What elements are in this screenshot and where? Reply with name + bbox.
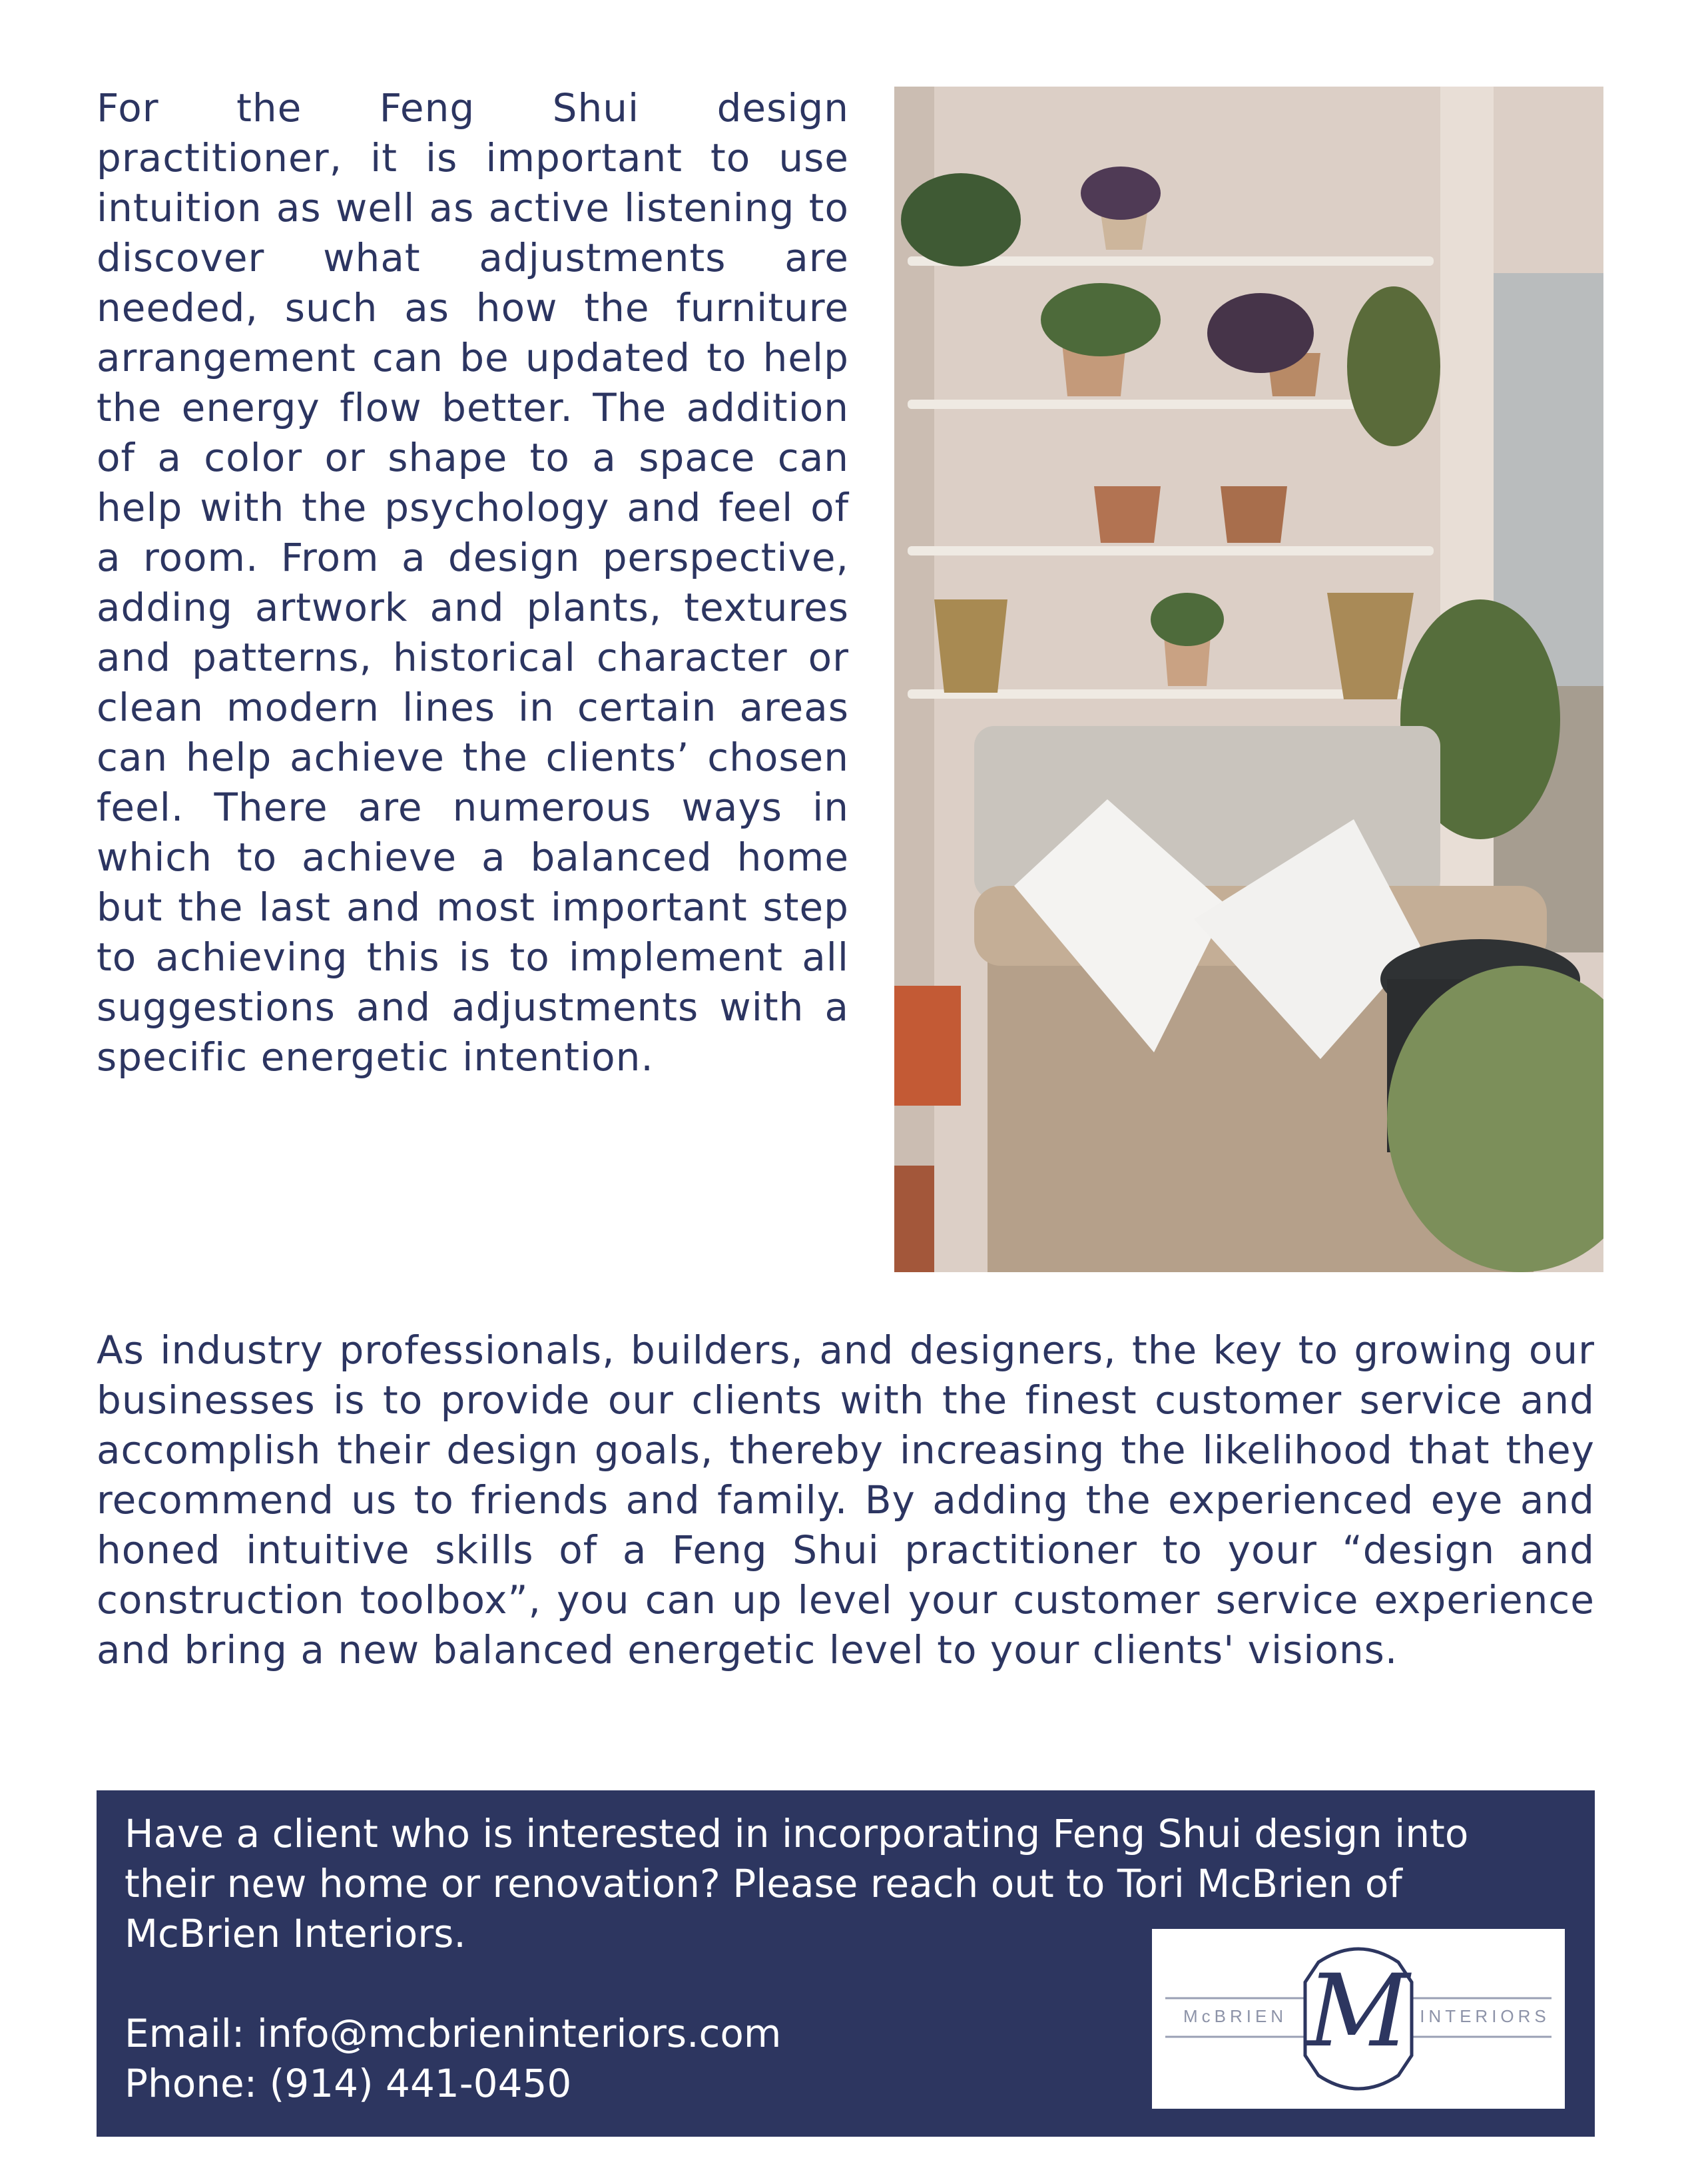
logo-monogram: M <box>1307 1954 1410 2069</box>
mcbrien-logo <box>1152 1929 1565 2109</box>
callout-message: Have a client who is interested in incorporating Feng Shui design into their new home or renovation? Please reach out to Tori McBrien of McBrien Interiors. <box>125 1811 1469 1956</box>
contact-details <box>125 2009 781 2109</box>
closing-paragraph: As industry professionals, builders, and designers, the key to growing our businesses is to provide our clients with the finest customer service and accomplish their design goals, thereby increasing the likelihood that they recommend us to friends and family. By adding the experienced eye and honed intuitive skills of a Feng Shui practitioner to your “design and construction toolbox”, you can up level your customer service experience and bring a new balanced energetic level to your clients' visions. <box>97 1327 1595 1672</box>
balcony-photo <box>894 87 1603 1272</box>
mcbrien-interiors-logo-graphic <box>1152 1929 1565 2109</box>
contact-callout <box>97 1790 1595 2137</box>
intro-paragraph: For the Feng Shui design practitioner, it is important to use intuition as well as active listening to discover what adjustments are needed, such as how the furniture arrangement can be updated to help the energy flow better. The addition of a color or shape to a space can help with the psychology and feel of a room. From a design perspective, adding artwork and plants, textures and patterns, historical character or clean modern lines in certain areas can help achieve the clients’ chosen feel. There are numerous ways in which to achieve a balanced home but the last and most important step to achieving this is to implement all suggestions and adjustments with a specific energetic intention. <box>97 85 849 1080</box>
logo-left-word: McBRIEN <box>1183 2006 1288 2026</box>
email-line[interactable]: Email: info@mcbrieninteriors.com <box>125 2011 782 2056</box>
balcony-plants-image <box>894 87 1603 1272</box>
phone-line[interactable]: Phone: (914) 441-0450 <box>125 2061 572 2106</box>
logo-right-word: INTERIORS <box>1420 2006 1550 2026</box>
